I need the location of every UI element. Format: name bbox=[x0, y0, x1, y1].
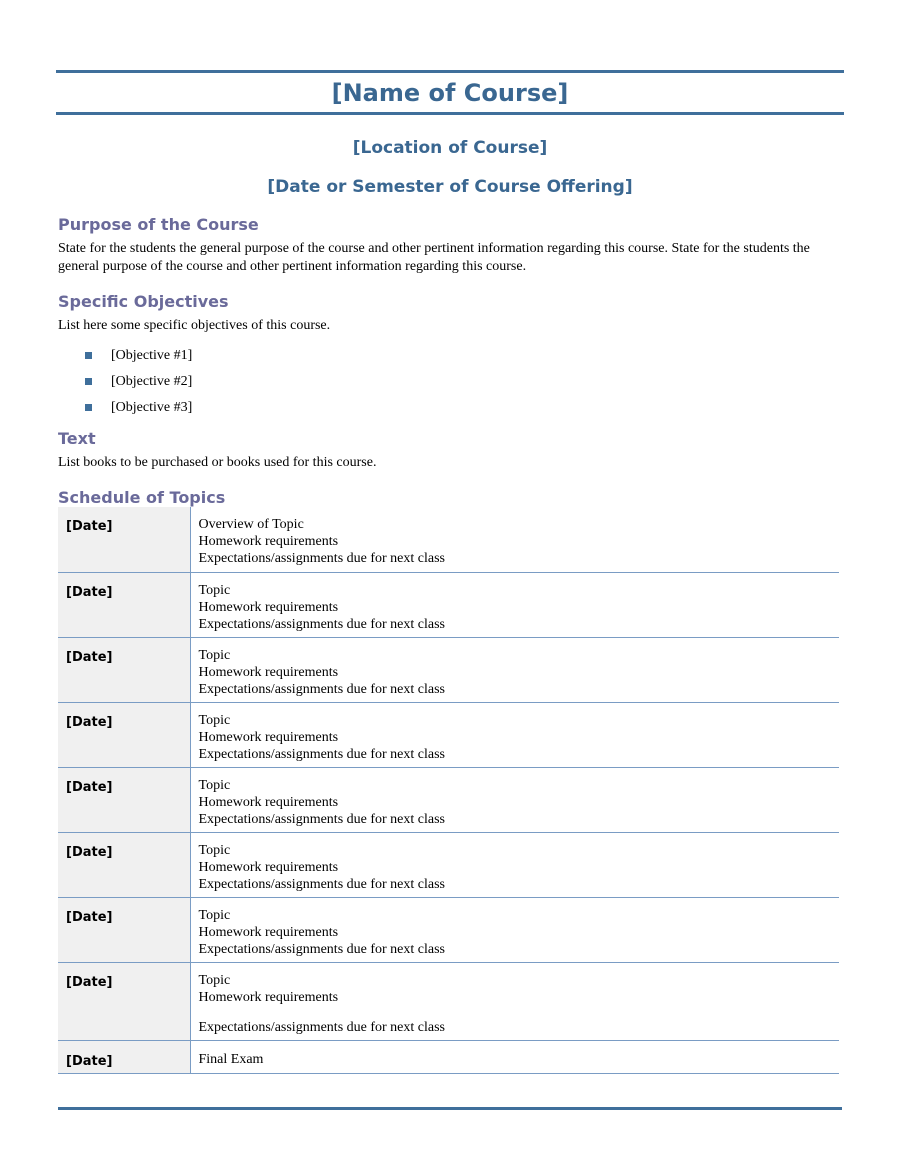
bullet-square-icon bbox=[85, 378, 92, 385]
row-topic: Topic bbox=[198, 777, 231, 793]
row-expectations: Expectations/assignments due for next class bbox=[198, 616, 445, 632]
row-topic: Final Exam bbox=[198, 1051, 264, 1067]
row-homework: Homework requirements bbox=[198, 664, 339, 680]
row-date: [Date] bbox=[58, 1040, 190, 1073]
row-expectations: Expectations/assignments due for next class bbox=[198, 941, 445, 957]
row-topic: Topic bbox=[198, 647, 231, 663]
bullet-square-icon bbox=[85, 352, 92, 359]
purpose-text: State for the students the general purpose of the course and other pertinent information regarding this course. State for the students the general purpose of the course and other pertinent information regarding this course. bbox=[58, 241, 810, 274]
row-homework: Homework requirements bbox=[198, 534, 339, 549]
top-rule bbox=[56, 70, 844, 73]
row-homework: Homework requirements bbox=[198, 924, 339, 940]
row-content bbox=[190, 702, 839, 767]
row-content bbox=[190, 507, 839, 572]
row-date: [Date] bbox=[58, 507, 190, 572]
row-topic: Overview of Topic bbox=[198, 517, 304, 532]
row-date: [Date] bbox=[58, 767, 190, 832]
table-row bbox=[58, 832, 839, 897]
row-topic: Topic bbox=[198, 582, 231, 598]
table-row bbox=[58, 962, 839, 1040]
title-rule bbox=[56, 112, 844, 115]
row-date: [Date] bbox=[58, 572, 190, 637]
row-content bbox=[190, 637, 839, 702]
table-row bbox=[58, 572, 839, 637]
bullet-square-icon bbox=[85, 404, 92, 411]
text-books: List books to be purchased or books used for this course. bbox=[58, 455, 377, 470]
purpose-heading: Purpose of the Course bbox=[58, 215, 259, 234]
text-heading: Text bbox=[58, 429, 96, 448]
row-topic: Topic bbox=[198, 842, 231, 858]
course-name-title: [Name of Course] bbox=[331, 79, 569, 107]
row-date: [Date] bbox=[58, 897, 190, 962]
row-homework: Homework requirements bbox=[198, 729, 339, 745]
row-content bbox=[190, 832, 839, 897]
objective-label: [Objective #2] bbox=[111, 374, 193, 389]
row-content bbox=[190, 572, 839, 637]
row-date: [Date] bbox=[58, 962, 190, 1040]
objectives-intro: List here some specific objectives of this course. bbox=[58, 318, 331, 333]
schedule-table bbox=[58, 507, 839, 1074]
row-expectations: Expectations/assignments due for next class bbox=[198, 1019, 445, 1035]
table-row bbox=[58, 767, 839, 832]
schedule-heading: Schedule of Topics bbox=[58, 488, 226, 507]
course-location: [Location of Course] bbox=[352, 138, 548, 158]
objectives-heading: Specific Objectives bbox=[58, 292, 229, 311]
row-content bbox=[190, 897, 839, 962]
row-expectations: Expectations/assignments due for next class bbox=[198, 876, 445, 892]
row-content bbox=[190, 1040, 839, 1073]
course-date: [Date or Semester of Course Offering] bbox=[267, 177, 633, 197]
table-row bbox=[58, 637, 839, 702]
row-topic: Topic bbox=[198, 712, 231, 728]
row-topic: Topic bbox=[198, 972, 231, 988]
row-expectations: Expectations/assignments due for next class bbox=[198, 811, 445, 827]
objective-label: [Objective #3] bbox=[111, 400, 193, 415]
row-expectations: Expectations/assignments due for next class bbox=[198, 681, 445, 697]
row-content bbox=[190, 767, 839, 832]
row-topic: Topic bbox=[198, 907, 231, 923]
table-row bbox=[58, 897, 839, 962]
table-row-final bbox=[58, 1040, 839, 1073]
row-date: [Date] bbox=[58, 637, 190, 702]
bottom-rule bbox=[58, 1107, 842, 1110]
row-expectations: Expectations/assignments due for next class bbox=[198, 746, 445, 762]
row-date: [Date] bbox=[58, 832, 190, 897]
row-date: [Date] bbox=[58, 702, 190, 767]
table-row bbox=[58, 507, 839, 572]
row-content bbox=[190, 962, 839, 1040]
table-row bbox=[58, 702, 839, 767]
row-homework: Homework requirements bbox=[198, 599, 339, 615]
row-homework: Homework requirements bbox=[198, 794, 339, 810]
row-expectations: Expectations/assignments due for next class bbox=[198, 551, 445, 566]
row-homework: Homework requirements bbox=[198, 859, 339, 875]
objective-label: [Objective #1] bbox=[111, 348, 193, 363]
row-homework: Homework requirements bbox=[198, 989, 339, 1005]
